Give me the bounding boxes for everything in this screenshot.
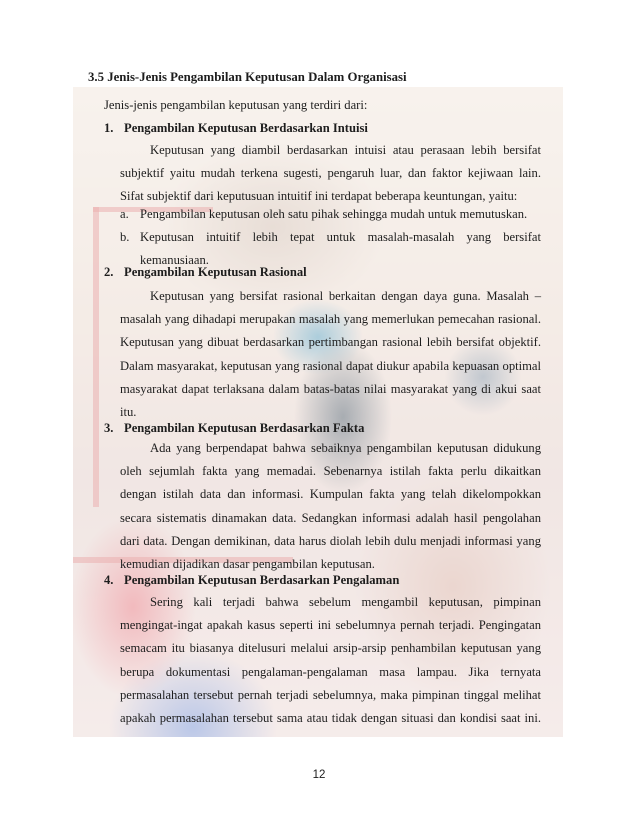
page-number: 12	[312, 769, 326, 781]
item-4-paragraph: Sering kali terjadi bahwa sebelum mengambil keputusan, pimpinan mengingat-ingat apakah kasus seperti ini sebelumnya pernah terjadi. Pengingatan semacam itu biasanya ditelusuri melalui arsip-arsip penhambilan keputusan yang berupa dokumentasi pengalaman-pengalaman masa lampau. Jika ternyata permasalahan tersebut pernah terjadi sebelumnya, maka pimpinan tinggal melihat apakah permasalahan tersebut sama atau tidak dengan situasi dan kondisi saat ini.	[120, 595, 541, 726]
item-4-title-row	[104, 573, 399, 588]
item-2-number: 2.	[104, 265, 114, 279]
section-heading: 3.5 Jenis-Jenis Pengambilan Keputusan Dalam Organisasi	[88, 70, 407, 84]
item-3-title: Pengambilan Keputusan Berdasarkan Fakta	[124, 421, 365, 435]
item-3-title-row	[104, 421, 364, 436]
item-3-paragraph: Ada yang berpendapat bahwa sebaiknya pengambilan keputusan didukung oleh sejumlah fakta yang memadai. Sebenarnya istilah fakta perlu dikaitkan dengan istilah data dan informasi. Kumpulan fakta yang telah dikelompokkan secara sistematis dinamakan data. Sedangkan informasi adalah hasil pengolahan dari data. Dengan demikinan, data harus diolah lebih dulu menjadi informasi yang kemudian dijadikan dasar pengambilan keputusan.	[120, 441, 541, 572]
subitem-a-text: Pengambilan keputusan oleh satu pihak sehingga mudah untuk memutuskan.	[140, 207, 528, 221]
item-1-title-row	[104, 121, 368, 136]
item-2-title: Pengambilan Keputusan Rasional	[124, 265, 307, 279]
item-1-subitem-a	[120, 203, 541, 226]
item-3-number: 3.	[104, 421, 114, 435]
item-1-paragraph: Keputusan yang diambil berdasarkan intuisi atau perasaan lebih bersifat subjektif yaitu mudah terkena sugesti, pengaruh luar, dan faktor kejiwaan lain. Sifat subjektif dari keputusuan intuitif ini terdapat beberapa keuntungan, yaitu:	[120, 143, 541, 204]
item-2-title-row	[104, 265, 307, 280]
item-4-number: 4.	[104, 573, 114, 587]
section-intro: Jenis-jenis pengambilan keputusan yang terdiri dari:	[104, 98, 368, 112]
item-1-title: Pengambilan Keputusan Berdasarkan Intuisi	[124, 121, 368, 135]
item-4-title: Pengambilan Keputusan Berdasarkan Pengalaman	[124, 573, 400, 587]
item-2-paragraph: Keputusan yang bersifat rasional berkaitan dengan daya guna. Masalah – masalah yang dihadapi merupakan masalah yang memerlukan pemecahan rasional. Keputusan yang dibuat berdasarkan pertimbangan rasional lebih bersifat objektif. Dalam masyarakat, keputusan yang rasional dapat diukur apabila kepuasan optimal masyarakat dapat terlaksana dalam batas-batas nilai masyarakat yang di akui saat itu.	[120, 289, 541, 420]
item-1-number: 1.	[104, 121, 114, 135]
subitem-a-marker: a.	[120, 207, 129, 221]
subitem-b-text: Keputusan intuitif lebih tepat untuk masalah-masalah yang bersifat kemanusiaan.	[140, 230, 541, 268]
subitem-b-marker: b.	[120, 230, 130, 244]
